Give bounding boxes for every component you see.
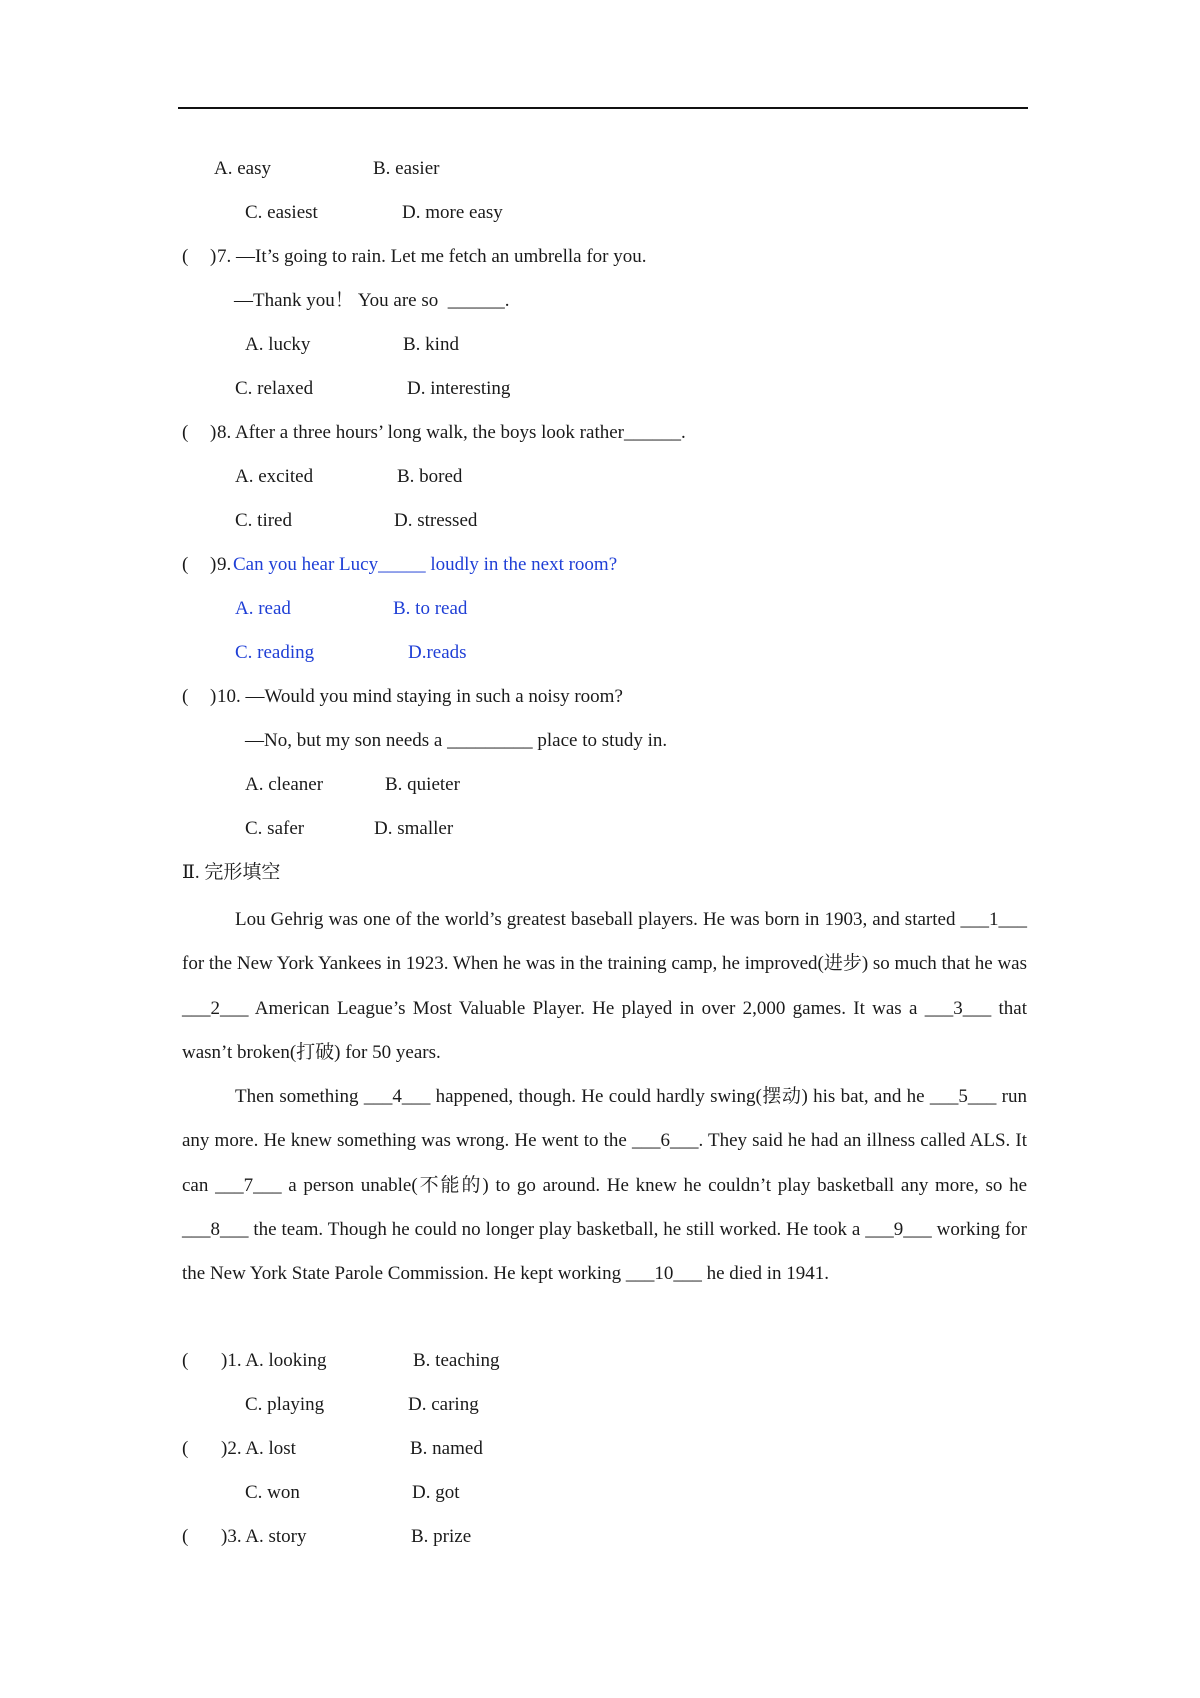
q10-option-a: A. cleaner <box>245 774 324 795</box>
q10-option-b: B. quieter <box>385 774 460 795</box>
q7-option-b: B. kind <box>403 334 459 355</box>
q7-option-d: D. interesting <box>407 378 511 399</box>
q9-option-b: B. to read <box>393 598 468 619</box>
q10-option-d: D. smaller <box>374 818 454 839</box>
q10-reply: —No, but my son needs a _________ place to study in. <box>245 730 668 751</box>
q7-paren-open: ( <box>182 246 189 267</box>
passage-text: American League’s Most Valuable Player. He played in over 2,000 games. It was a <box>248 997 925 1019</box>
cloze-q3-option-b: B. prize <box>411 1526 472 1547</box>
cloze-q2-option-d: D. got <box>412 1482 460 1503</box>
passage-text: Lou Gehrig was one of the world’s greatest baseball players. He was born in 1903, and started <box>235 909 961 930</box>
passage-text: that wasn’t broken(打破) for 50 years. <box>182 997 1027 1063</box>
blank-4: ___4___ <box>363 1086 431 1107</box>
q6-option-c: C. easiest <box>245 202 318 223</box>
q10-paren-open: ( <box>182 686 189 707</box>
cloze-q1-paren-open: ( <box>182 1350 189 1371</box>
q9-option-a: A. read <box>235 598 291 619</box>
passage-text: run any more. He knew something was wrong. He went to the <box>182 1086 1027 1152</box>
q7-reply: —Thank you！ You are so ______. <box>234 290 510 311</box>
q8-paren-close: ) <box>210 422 217 443</box>
q10-option-c: C. safer <box>245 818 305 839</box>
passage-text: working for the New York State Parole Commission. He kept working <box>182 1218 1027 1285</box>
q6-option-a: A. easy <box>214 158 271 179</box>
q10-stem: 10. —Would you mind staying in such a noisy room? <box>217 686 623 707</box>
passage-paragraph-2 <box>182 1075 1027 1296</box>
blank-6: ___6___ <box>631 1130 699 1152</box>
blank-10: ___10___ <box>625 1263 702 1285</box>
q6-option-b: B. easier <box>373 158 440 179</box>
blank-1: ___1___ <box>960 909 1027 930</box>
cloze-q3-paren-open: ( <box>182 1526 189 1547</box>
section-title: Ⅱ. 完形填空 <box>182 862 281 883</box>
cloze-q2-paren-open: ( <box>182 1438 189 1459</box>
blank-5: ___5___ <box>929 1086 997 1107</box>
q9-number: 9. <box>217 554 232 575</box>
passage-text: he died in 1941. <box>701 1263 830 1285</box>
q7-stem: 7. —It’s going to rain. Let me fetch an umbrella for you. <box>217 246 647 267</box>
cloze-q1-stem: )1. A. looking <box>221 1350 327 1371</box>
cloze-q1-option-c: C. playing <box>245 1394 325 1415</box>
q8-option-b: B. bored <box>397 466 463 487</box>
passage-text: happened, though. He could hardly swing(摆动) his bat, and he <box>430 1086 930 1107</box>
cloze-q2-option-b: B. named <box>410 1438 483 1459</box>
passage-text: Then something <box>235 1086 364 1107</box>
q7-option-c: C. relaxed <box>235 378 314 399</box>
q9-option-c: C. reading <box>235 642 315 663</box>
header-rule <box>178 107 1028 109</box>
passage-text: the team. Though he could no longer play basketball, he still worked. He took a <box>248 1218 866 1240</box>
q9-stem: Can you hear Lucy_____ loudly in the next room? <box>233 554 618 575</box>
q9-paren-open: ( <box>182 554 189 575</box>
q8-option-a: A. excited <box>235 466 314 487</box>
cloze-q1-option-b: B. teaching <box>413 1350 500 1371</box>
blank-7: ___7___ <box>215 1174 282 1196</box>
q9-paren-close: ) <box>210 554 217 575</box>
passage-text: for the New York Yankees in 1923. When he was in the training camp, he improved(进步) so much that he was <box>182 953 1027 975</box>
q9-option-d: D.reads <box>408 642 467 663</box>
q8-option-c: C. tired <box>235 510 292 531</box>
cloze-q3-stem: )3. A. story <box>221 1526 307 1547</box>
passage-text: a person unable(不能的) to go around. He knew he couldn’t play basketball any more, so he <box>281 1174 1027 1196</box>
q7-option-a: A. lucky <box>245 334 311 355</box>
passage-text: . They said he had an illness called ALS. It can <box>182 1130 1028 1196</box>
cloze-q1-option-d: D. caring <box>408 1394 479 1415</box>
passage-paragraph-1 <box>182 898 1027 1075</box>
blank-8: ___8___ <box>182 1218 249 1240</box>
blank-3: ___3___ <box>924 997 992 1019</box>
q8-option-d: D. stressed <box>394 510 478 531</box>
cloze-q2-option-c: C. won <box>245 1482 300 1503</box>
q6-option-d: D. more easy <box>402 202 503 223</box>
q10-paren-close: ) <box>210 686 217 707</box>
q8-stem: 8. After a three hours’ long walk, the boys look rather______. <box>217 422 686 443</box>
blank-9: ___9___ <box>865 1218 932 1240</box>
q7-paren-close: ) <box>210 246 217 267</box>
q8-paren-open: ( <box>182 422 189 443</box>
blank-2: ___2___ <box>182 997 249 1019</box>
cloze-q2-stem: )2. A. lost <box>221 1438 296 1459</box>
